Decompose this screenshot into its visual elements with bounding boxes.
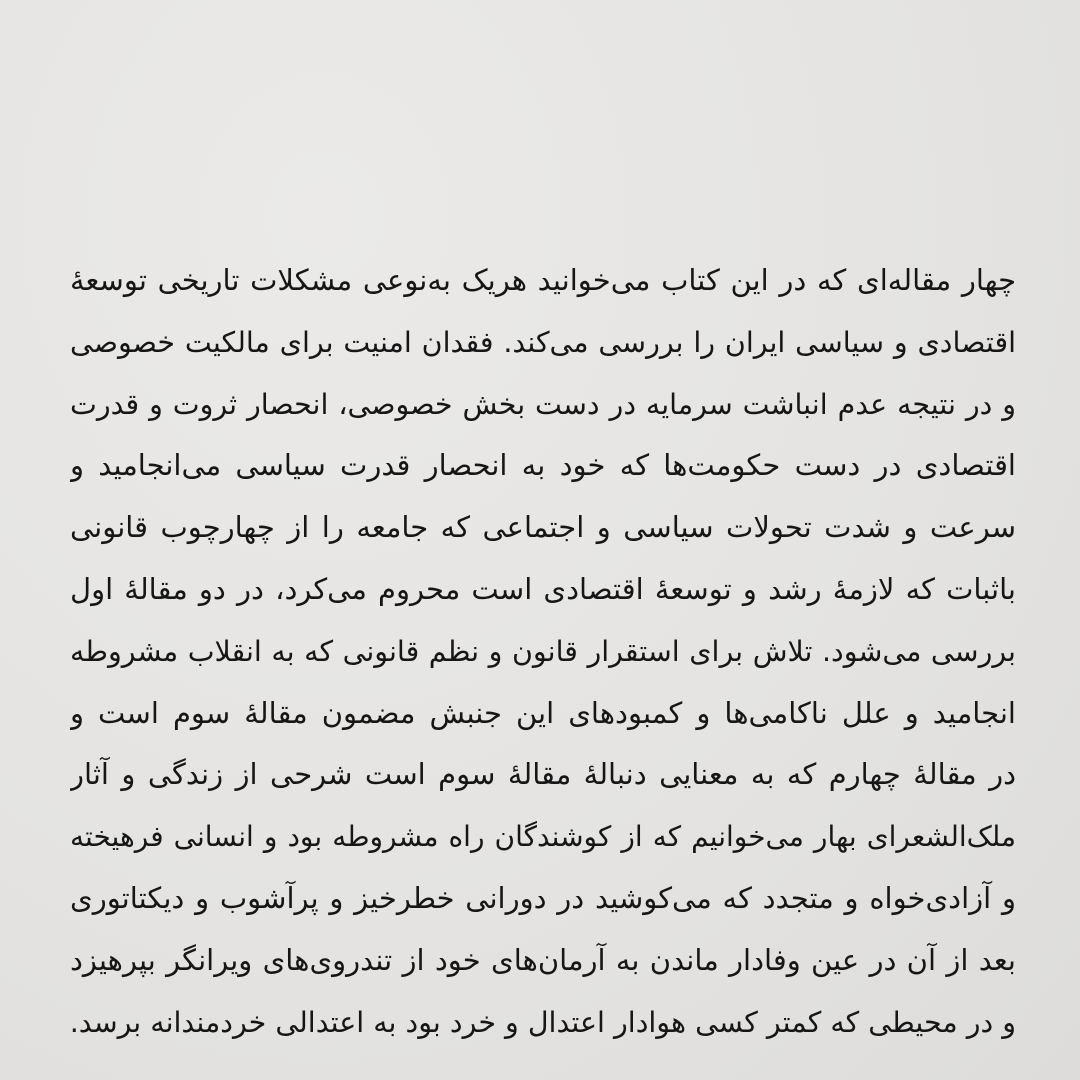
text-line: اقتصادی و سیاسی ایران را بررسی می‌کند. فقدان امنیت برای مالکیت خصوصی bbox=[70, 325, 1016, 359]
text-line: سرعت و شدت تحولات سیاسی و اجتماعی که جامعه را از چهارچوب قانونی bbox=[70, 510, 1016, 545]
text-line: باثبات که لازمهٔ رشد و توسعهٔ اقتصادی است محروم می‌کرد، در دو مقالهٔ اول bbox=[70, 571, 1016, 606]
text-line: و در نتیجه عدم انباشت سرمایه در دست بخش خصوصی، انحصار ثروت و قدرت bbox=[70, 387, 1016, 421]
text-line: و آزادی‌خواه و متجدد که می‌کوشید در دورانی خطرخیز و پرآشوب و دیکتاتوری bbox=[70, 880, 1016, 915]
text-line: انجامید و علل ناکامی‌ها و کمبودهای این جنبش مضمون مقالهٔ سوم است و bbox=[70, 695, 1016, 730]
text-line: و در محیطی که کمتر کسی هوادار اعتدال و خرد بود به اعتدالی خردمندانه برسد. bbox=[70, 1005, 1016, 1039]
text-line: بعد از آن در عین وفادار ماندن به آرمان‌های خود از تندروی‌های ویرانگر بپرهیزد bbox=[70, 942, 1016, 977]
text-line: ملک‌الشعرای بهار می‌خوانیم که از کوشندگان راه مشروطه بود و انسانی فرهیخته bbox=[70, 820, 1016, 854]
text-line: در مقالهٔ چهارم که به معنایی دنبالهٔ مقالهٔ سوم است شرحی از زندگی و آثار bbox=[70, 757, 1016, 792]
text-line: اقتصادی در دست حکومت‌ها که خود به انحصار قدرت سیاسی می‌انجامید و bbox=[70, 448, 1016, 483]
text-line: چهار مقاله‌ای که در این کتاب می‌خوانید هریک به‌نوعی مشکلات تاریخی توسعهٔ bbox=[70, 263, 1016, 297]
text-line: بررسی می‌شود. تلاش برای استقرار قانون و نظم قانونی که به انقلاب مشروطه bbox=[70, 634, 1016, 668]
body-paragraph bbox=[70, 250, 1016, 1053]
